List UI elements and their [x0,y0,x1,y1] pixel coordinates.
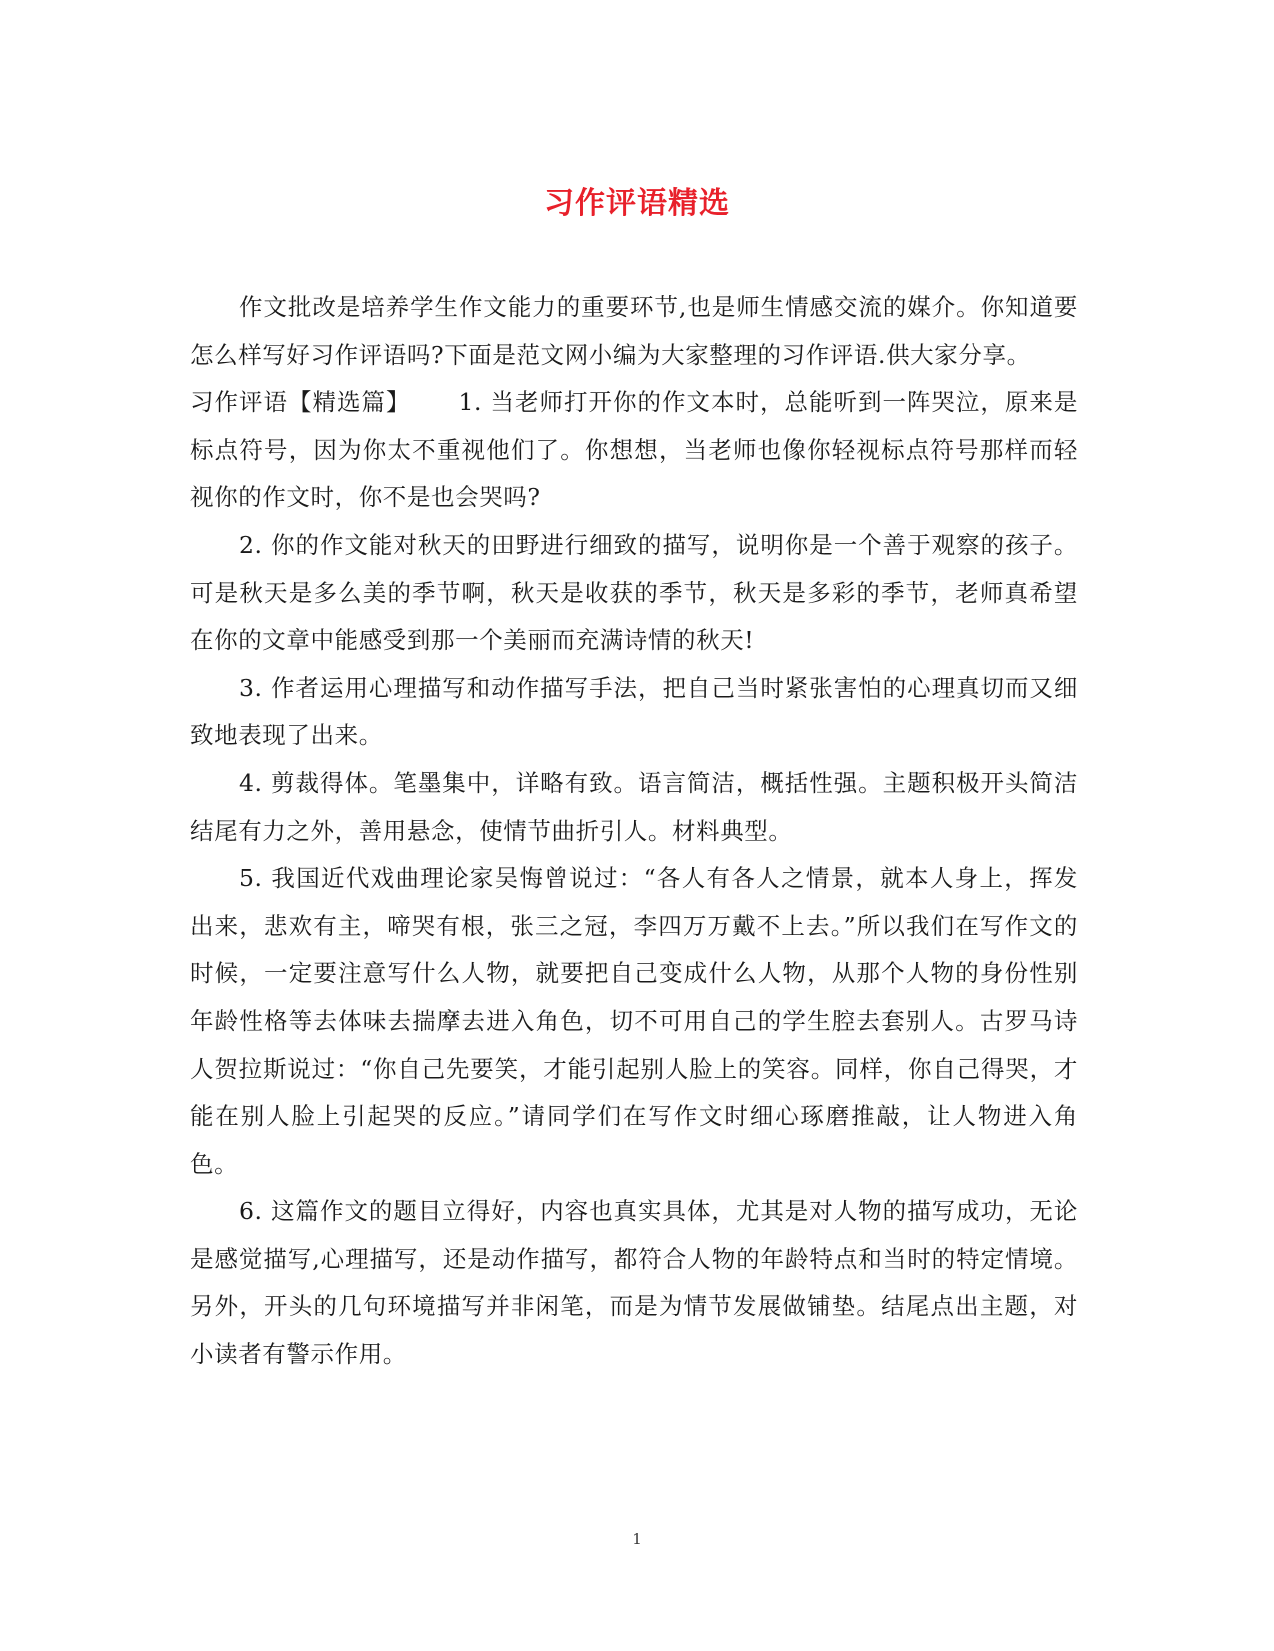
document-body [190,284,1078,1379]
document-title: 习作评语精选 [544,186,730,221]
intro-paragraph: 作文批改是培养学生作文能力的重要环节,也是师生情感交流的媒介。你知道要怎么样写好习作评语吗?下面是范文网小编为大家整理的习作评语.供大家分享。 [190,293,1078,369]
section-label: 习作评语【精选篇】 [190,388,411,417]
page-number: 1 [632,1530,642,1548]
comment-item-3: 3. 作者运用心理描写和动作描写手法，把自己当时紧张害怕的心理真切而又细致地表现了出来。 [190,673,1078,750]
comment-item-5: 5. 我国近代戏曲理论家吴悔曾说过：“各人有各人之情景，就本人身上，挥发出来，悲欢有主，啼哭有根，张三之冠，李四万万戴不上去。”所以我们在写作文的时候，一定要注意写什么人物，就要把自己变成什么人物，从那个人物的身份性别年龄性格等去体味去揣摩去进入角色，切不可用自己的学生腔去套别人。古罗马诗人贺拉斯说过：“你自己先要笑，才能引起别人脸上的笑容。同样，你自己得哭，才能在别人脸上引起哭的反应。”请同学们在写作文时细心琢磨推敲，让人物进入角色。 [190,864,1078,1178]
comment-item-6: 6. 这篇作文的题目立得好，内容也真实具体，尤其是对人物的描写成功，无论是感觉描写,心理描写，还是动作描写，都符合人物的年龄特点和当时的特定情境。另外，开头的几句环境描写并非闲笔，而是为情节发展做铺垫。结尾点出主题，对小读者有警示作用。 [190,1197,1078,1369]
section-first-item-paragraph [190,379,1078,522]
comment-item-2: 2. 你的作文能对秋天的田野进行细致的描写，说明你是一个善于观察的孩子。可是秋天是多么美的季节啊，秋天是收获的季节，秋天是多彩的季节，老师真希望在你的文章中能感受到那一个美丽而充满诗情的秋天! [190,530,1078,655]
comment-item-4: 4. 剪裁得体。笔墨集中，详略有致。语言简洁，概括性强。主题积极开头简洁结尾有力之外，善用悬念，使情节曲折引人。材料典型。 [190,768,1078,845]
comment-item-1: 1. 当老师打开你的作文本时，总能听到一阵哭泣，原来是标点符号，因为你太不重视他们了。你想想，当老师也像你轻视标点符号那样而轻视你的作文时，你不是也会哭吗? [190,388,1078,512]
